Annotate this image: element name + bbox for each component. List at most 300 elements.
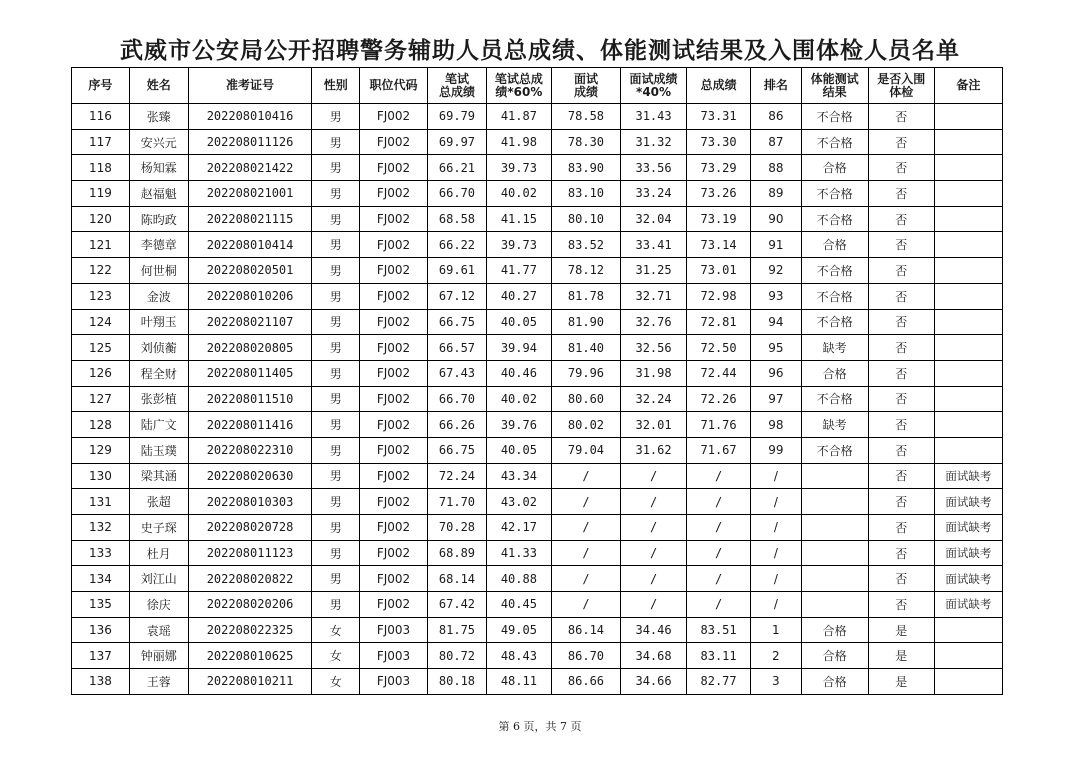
table-cell: FJ002 <box>359 566 427 592</box>
table-cell: 130 <box>72 463 130 489</box>
table-cell: 否 <box>868 129 934 155</box>
table-cell: 83.52 <box>551 232 620 258</box>
table-cell: 32.56 <box>621 335 687 361</box>
table-cell: / <box>751 515 802 541</box>
table-cell: FJ003 <box>359 669 427 695</box>
table-cell: 40.46 <box>486 360 551 386</box>
table-cell: 31.98 <box>621 360 687 386</box>
table-cell: 陈昀政 <box>129 206 188 232</box>
table-cell: 202208010206 <box>188 283 312 309</box>
table-cell: 否 <box>868 335 934 361</box>
table-cell: FJ002 <box>359 592 427 618</box>
table-cell: 134 <box>72 566 130 592</box>
table-cell: 202208020728 <box>188 515 312 541</box>
table-cell: 93 <box>751 283 802 309</box>
table-cell: 202208010625 <box>188 643 312 669</box>
table-cell: 78.12 <box>551 258 620 284</box>
table-cell: 120 <box>72 206 130 232</box>
table-cell: 72.81 <box>687 309 751 335</box>
table-cell: 202208021115 <box>188 206 312 232</box>
table-cell: FJ003 <box>359 643 427 669</box>
table-cell: 133 <box>72 540 130 566</box>
table-cell: 82.77 <box>687 669 751 695</box>
table-cell: 66.75 <box>428 437 487 463</box>
table-cell: 男 <box>312 335 359 361</box>
table-cell: 78.58 <box>551 104 620 130</box>
table-cell: 41.87 <box>486 104 551 130</box>
table-cell: 否 <box>868 155 934 181</box>
table-cell: 41.33 <box>486 540 551 566</box>
table-cell: 男 <box>312 283 359 309</box>
table-cell: / <box>687 463 751 489</box>
table-cell: 80.10 <box>551 206 620 232</box>
table-cell: 43.34 <box>486 463 551 489</box>
table-cell: 90 <box>751 206 802 232</box>
table-cell: 合格 <box>801 669 868 695</box>
table-cell: 95 <box>751 335 802 361</box>
table-cell: / <box>751 592 802 618</box>
table-cell: / <box>551 489 620 515</box>
table-cell: 王蓉 <box>129 669 188 695</box>
table-cell: 男 <box>312 155 359 181</box>
table-cell: 合格 <box>801 643 868 669</box>
table-cell: / <box>687 592 751 618</box>
table-cell: 40.02 <box>486 181 551 207</box>
table-cell: 118 <box>72 155 130 181</box>
page-footer: 第 6 页，共 7 页 <box>498 720 582 733</box>
table-cell: 117 <box>72 129 130 155</box>
table-cell <box>934 232 1002 258</box>
table-cell: 1 <box>751 617 802 643</box>
table-cell: 男 <box>312 309 359 335</box>
table-cell: 39.94 <box>486 335 551 361</box>
table-cell: 49.05 <box>486 617 551 643</box>
table-cell: 男 <box>312 386 359 412</box>
page-title: 武威市公安局公开招聘警务辅助人员总成绩、体能测试结果及入围体检人员名单 <box>120 37 960 64</box>
table-cell: 66.22 <box>428 232 487 258</box>
table-cell: FJ002 <box>359 489 427 515</box>
table-cell: 40.27 <box>486 283 551 309</box>
table-cell: 73.31 <box>687 104 751 130</box>
table-cell: FJ002 <box>359 206 427 232</box>
table-row <box>72 104 1003 130</box>
table-cell: 杨知霖 <box>129 155 188 181</box>
table-cell: 202208011405 <box>188 360 312 386</box>
table-cell: 男 <box>312 206 359 232</box>
column-header: 面试成绩 *40% <box>621 68 687 104</box>
table-cell: 33.56 <box>621 155 687 181</box>
table-cell: 96 <box>751 360 802 386</box>
table-cell: 129 <box>72 437 130 463</box>
table-cell: 83.51 <box>687 617 751 643</box>
table-cell: 40.45 <box>486 592 551 618</box>
table-cell: 男 <box>312 515 359 541</box>
table-cell: 合格 <box>801 155 868 181</box>
table-cell: 面试缺考 <box>934 463 1002 489</box>
table-cell: 81.75 <box>428 617 487 643</box>
table-cell: 41.98 <box>486 129 551 155</box>
table-cell: 男 <box>312 258 359 284</box>
table-cell: 137 <box>72 643 130 669</box>
table-cell <box>934 309 1002 335</box>
table-cell: 合格 <box>801 617 868 643</box>
table-cell: 男 <box>312 437 359 463</box>
table-cell: 何世桐 <box>129 258 188 284</box>
table-cell: 73.29 <box>687 155 751 181</box>
results-table <box>71 67 1003 695</box>
table-cell: 202208011123 <box>188 540 312 566</box>
table-cell: 121 <box>72 232 130 258</box>
table-cell: 面试缺考 <box>934 592 1002 618</box>
table-cell: 刘江山 <box>129 566 188 592</box>
table-cell: 202208010416 <box>188 104 312 130</box>
table-cell: 男 <box>312 463 359 489</box>
table-cell: 202208020501 <box>188 258 312 284</box>
table-cell: FJ002 <box>359 104 427 130</box>
table-cell <box>934 181 1002 207</box>
table-cell: FJ002 <box>359 283 427 309</box>
table-cell: 41.77 <box>486 258 551 284</box>
table-cell: 面试缺考 <box>934 489 1002 515</box>
table-cell: / <box>687 566 751 592</box>
table-cell: 男 <box>312 540 359 566</box>
table-cell: 张臻 <box>129 104 188 130</box>
table-cell: 梁其涵 <box>129 463 188 489</box>
table-cell: 合格 <box>801 232 868 258</box>
table-cell <box>934 437 1002 463</box>
column-header: 序号 <box>72 68 130 104</box>
column-header: 是否入围 体检 <box>868 68 934 104</box>
table-cell: / <box>687 515 751 541</box>
table-row <box>72 617 1003 643</box>
table-cell: 否 <box>868 309 934 335</box>
table-cell: 86.66 <box>551 669 620 695</box>
table-cell: 缺考 <box>801 412 868 438</box>
table-row <box>72 181 1003 207</box>
table-cell: 男 <box>312 592 359 618</box>
column-header: 排名 <box>751 68 802 104</box>
table-cell: 42.17 <box>486 515 551 541</box>
table-cell: 32.04 <box>621 206 687 232</box>
table-cell: 128 <box>72 412 130 438</box>
table-cell: 否 <box>868 386 934 412</box>
table-cell: 合格 <box>801 360 868 386</box>
table-cell <box>934 617 1002 643</box>
table-cell: 80.72 <box>428 643 487 669</box>
table-cell: 131 <box>72 489 130 515</box>
table-row <box>72 232 1003 258</box>
column-header: 性别 <box>312 68 359 104</box>
table-cell <box>801 515 868 541</box>
table-cell: 40.05 <box>486 309 551 335</box>
table-cell: 男 <box>312 412 359 438</box>
table-cell: 31.62 <box>621 437 687 463</box>
table-cell: 男 <box>312 489 359 515</box>
table-cell: 否 <box>868 206 934 232</box>
table-cell: 202208010211 <box>188 669 312 695</box>
table-cell: FJ002 <box>359 335 427 361</box>
table-cell: 31.43 <box>621 104 687 130</box>
table-cell: 91 <box>751 232 802 258</box>
table-cell: 33.41 <box>621 232 687 258</box>
table-cell: 男 <box>312 360 359 386</box>
table-cell: 202208020822 <box>188 566 312 592</box>
table-cell: 72.24 <box>428 463 487 489</box>
table-cell: 是 <box>868 617 934 643</box>
table-cell <box>934 335 1002 361</box>
table-row <box>72 258 1003 284</box>
table-cell: 袁瑶 <box>129 617 188 643</box>
table-cell: 83.10 <box>551 181 620 207</box>
table-cell: 女 <box>312 617 359 643</box>
table-cell: 99 <box>751 437 802 463</box>
table-cell: 32.01 <box>621 412 687 438</box>
table-cell: 不合格 <box>801 104 868 130</box>
table-row <box>72 283 1003 309</box>
table-cell: 40.02 <box>486 386 551 412</box>
table-cell: 202208011126 <box>188 129 312 155</box>
table-cell: 3 <box>751 669 802 695</box>
table-cell: 女 <box>312 669 359 695</box>
table-cell: 面试缺考 <box>934 566 1002 592</box>
table-cell: 张彭植 <box>129 386 188 412</box>
table-cell: FJ002 <box>359 232 427 258</box>
table-cell: 81.40 <box>551 335 620 361</box>
table-cell: 135 <box>72 592 130 618</box>
table-cell: 34.68 <box>621 643 687 669</box>
table-cell: 32.24 <box>621 386 687 412</box>
column-header: 笔试总成 绩*60% <box>486 68 551 104</box>
table-cell: 132 <box>72 515 130 541</box>
table-cell: 否 <box>868 437 934 463</box>
table-cell: 72.50 <box>687 335 751 361</box>
table-cell: 不合格 <box>801 437 868 463</box>
table-cell: FJ002 <box>359 540 427 566</box>
table-cell: 缺考 <box>801 335 868 361</box>
table-cell: / <box>621 463 687 489</box>
table-cell: 202208020206 <box>188 592 312 618</box>
table-cell: 73.30 <box>687 129 751 155</box>
table-cell: 不合格 <box>801 206 868 232</box>
table-cell: / <box>687 540 751 566</box>
table-cell: 72.98 <box>687 283 751 309</box>
table-cell: 202208010303 <box>188 489 312 515</box>
table-row <box>72 309 1003 335</box>
table-cell: 68.14 <box>428 566 487 592</box>
column-header: 姓名 <box>129 68 188 104</box>
table-cell: FJ002 <box>359 309 427 335</box>
table-cell: / <box>751 463 802 489</box>
table-cell: 31.25 <box>621 258 687 284</box>
table-cell: 69.79 <box>428 104 487 130</box>
table-cell: 否 <box>868 232 934 258</box>
table-cell: 否 <box>868 104 934 130</box>
table-cell: 69.61 <box>428 258 487 284</box>
table-cell: 66.70 <box>428 386 487 412</box>
table-row <box>72 155 1003 181</box>
table-cell <box>934 104 1002 130</box>
table-cell <box>801 489 868 515</box>
table-cell: 39.73 <box>486 232 551 258</box>
table-cell: 33.24 <box>621 181 687 207</box>
table-cell: 张超 <box>129 489 188 515</box>
table-cell: 否 <box>868 515 934 541</box>
table-cell: 男 <box>312 232 359 258</box>
table-cell: 不合格 <box>801 386 868 412</box>
table-cell: 32.76 <box>621 309 687 335</box>
column-header: 准考证号 <box>188 68 312 104</box>
table-cell: 不合格 <box>801 181 868 207</box>
table-row <box>72 669 1003 695</box>
table-cell: 陆玉璞 <box>129 437 188 463</box>
table-cell: 92 <box>751 258 802 284</box>
table-cell: 否 <box>868 540 934 566</box>
table-row <box>72 360 1003 386</box>
table-cell: 73.14 <box>687 232 751 258</box>
table-cell: FJ002 <box>359 360 427 386</box>
table-cell: 否 <box>868 592 934 618</box>
table-cell: 48.43 <box>486 643 551 669</box>
table-cell <box>934 669 1002 695</box>
column-header: 体能测试 结果 <box>801 68 868 104</box>
table-cell: 48.11 <box>486 669 551 695</box>
table-cell <box>934 283 1002 309</box>
table-cell: 88 <box>751 155 802 181</box>
table-cell: 126 <box>72 360 130 386</box>
table-cell: 71.76 <box>687 412 751 438</box>
table-cell: 不合格 <box>801 258 868 284</box>
table-cell: 124 <box>72 309 130 335</box>
table-cell: 女 <box>312 643 359 669</box>
table-cell: 安兴元 <box>129 129 188 155</box>
table-cell: 68.89 <box>428 540 487 566</box>
table-row <box>72 129 1003 155</box>
column-header: 笔试 总成绩 <box>428 68 487 104</box>
table-cell: 83.90 <box>551 155 620 181</box>
table-cell: 81.78 <box>551 283 620 309</box>
table-cell: 73.19 <box>687 206 751 232</box>
table-cell: / <box>551 515 620 541</box>
table-cell: / <box>621 540 687 566</box>
table-cell <box>934 643 1002 669</box>
table-cell: / <box>551 463 620 489</box>
table-cell: / <box>751 566 802 592</box>
table-cell: / <box>551 540 620 566</box>
table-cell: 73.26 <box>687 181 751 207</box>
table-cell: 80.18 <box>428 669 487 695</box>
table-cell: 202208010414 <box>188 232 312 258</box>
table-cell: 81.90 <box>551 309 620 335</box>
table-cell: 史子琛 <box>129 515 188 541</box>
table-cell: 125 <box>72 335 130 361</box>
table-cell: FJ002 <box>359 155 427 181</box>
table-cell: 67.12 <box>428 283 487 309</box>
table-row <box>72 463 1003 489</box>
table-cell: 39.73 <box>486 155 551 181</box>
table-cell: 72.44 <box>687 360 751 386</box>
table-cell: 否 <box>868 360 934 386</box>
table-cell: 127 <box>72 386 130 412</box>
table-cell: / <box>621 489 687 515</box>
table-cell: FJ002 <box>359 437 427 463</box>
table-cell: 86.70 <box>551 643 620 669</box>
table-cell: 69.97 <box>428 129 487 155</box>
table-cell: 40.88 <box>486 566 551 592</box>
table-cell <box>934 386 1002 412</box>
table-cell: 男 <box>312 129 359 155</box>
table-cell: 34.46 <box>621 617 687 643</box>
table-cell: 202208011416 <box>188 412 312 438</box>
table-cell: 不合格 <box>801 283 868 309</box>
table-cell: 97 <box>751 386 802 412</box>
table-body <box>72 104 1003 695</box>
table-row <box>72 386 1003 412</box>
table-cell: 66.57 <box>428 335 487 361</box>
table-cell: 66.26 <box>428 412 487 438</box>
table-cell: 否 <box>868 412 934 438</box>
table-cell: FJ002 <box>359 463 427 489</box>
table-cell: 202208021107 <box>188 309 312 335</box>
table-row <box>72 412 1003 438</box>
table-row <box>72 566 1003 592</box>
table-cell: 202208021422 <box>188 155 312 181</box>
table-cell: / <box>751 540 802 566</box>
table-cell: 78.30 <box>551 129 620 155</box>
table-cell: 98 <box>751 412 802 438</box>
table-row <box>72 643 1003 669</box>
table-cell: 43.02 <box>486 489 551 515</box>
table-cell: 赵福魁 <box>129 181 188 207</box>
table-cell: 否 <box>868 258 934 284</box>
column-header: 面试 成绩 <box>551 68 620 104</box>
table-cell: FJ002 <box>359 515 427 541</box>
table-cell: 67.43 <box>428 360 487 386</box>
table-cell: 2 <box>751 643 802 669</box>
table-cell <box>801 540 868 566</box>
table-cell: 40.05 <box>486 437 551 463</box>
table-row <box>72 592 1003 618</box>
table-row <box>72 515 1003 541</box>
table-cell: 叶翔玉 <box>129 309 188 335</box>
table-cell: 116 <box>72 104 130 130</box>
table-cell: 202208021001 <box>188 181 312 207</box>
table-cell: 89 <box>751 181 802 207</box>
table-cell: FJ002 <box>359 386 427 412</box>
table-cell: 徐庆 <box>129 592 188 618</box>
table-cell: 男 <box>312 181 359 207</box>
table-cell: 面试缺考 <box>934 540 1002 566</box>
table-cell: 71.67 <box>687 437 751 463</box>
table-row <box>72 437 1003 463</box>
table-cell: 否 <box>868 489 934 515</box>
table-cell: 39.76 <box>486 412 551 438</box>
table-cell: 70.28 <box>428 515 487 541</box>
table-cell: 31.32 <box>621 129 687 155</box>
table-cell: 41.15 <box>486 206 551 232</box>
table-cell: 80.60 <box>551 386 620 412</box>
table-cell: / <box>621 515 687 541</box>
table-row <box>72 540 1003 566</box>
table-cell <box>934 206 1002 232</box>
table-cell: FJ002 <box>359 129 427 155</box>
table-cell: 否 <box>868 283 934 309</box>
table-cell: 钟丽娜 <box>129 643 188 669</box>
table-cell: 32.71 <box>621 283 687 309</box>
table-cell: / <box>751 489 802 515</box>
table-cell: 71.70 <box>428 489 487 515</box>
table-cell: 86.14 <box>551 617 620 643</box>
table-cell: FJ002 <box>359 258 427 284</box>
